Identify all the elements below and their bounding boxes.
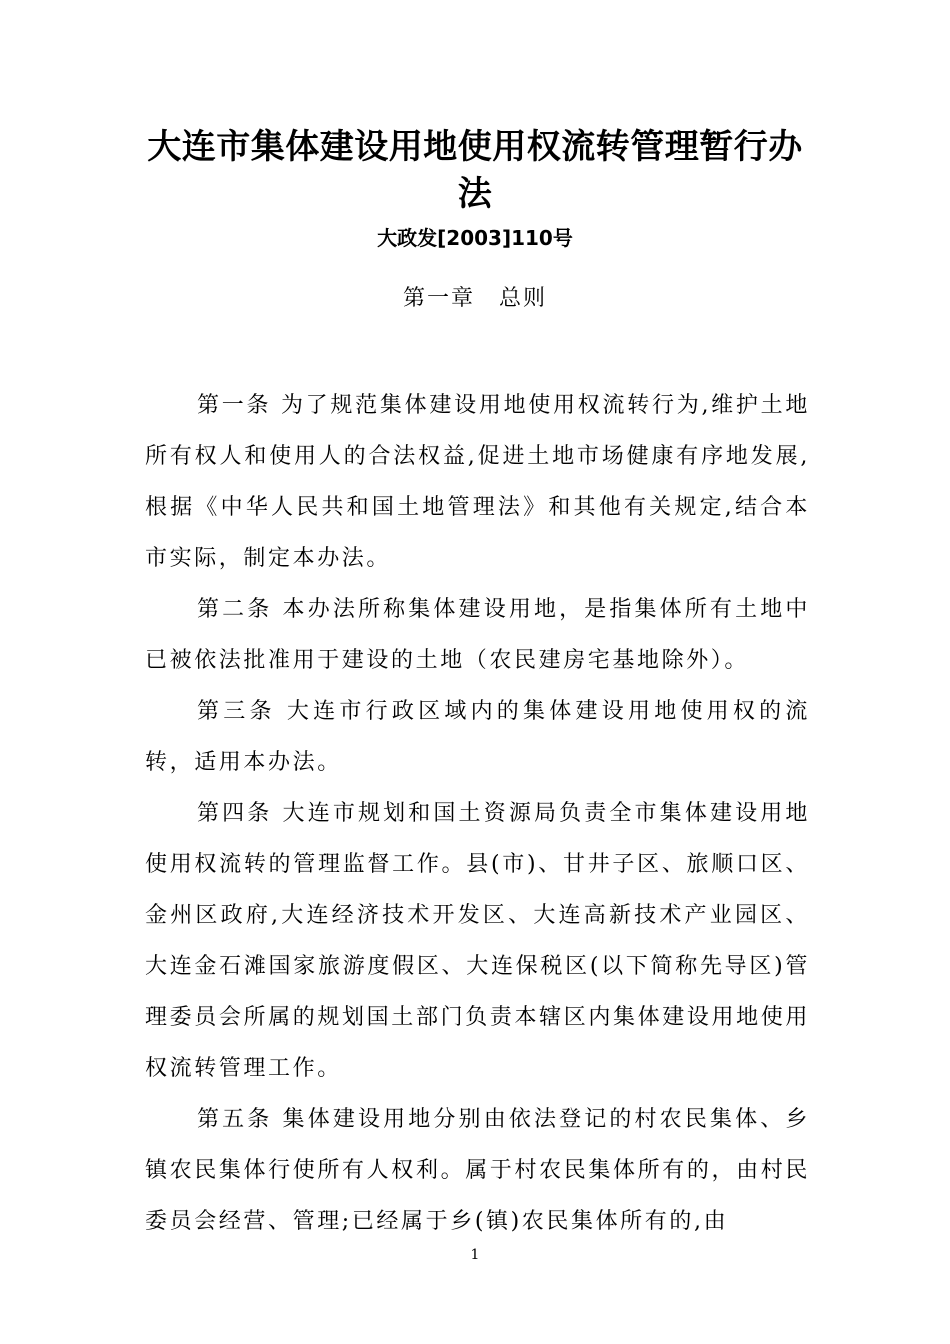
chapter-heading: 第一章 总则 [402,286,547,311]
document-body [145,380,810,1247]
article-5-paragraph: 第五条 集体建设用地分别由依法登记的村农民集体、乡镇农民集体行使所有人权利。属于村农民集体所有的，由村民委员会经营、管理;已经属于乡(镇)农民集体所有的,由 [145,1107,810,1234]
article-2-paragraph: 第二条 本办法所称集体建设用地，是指集体所有土地中已被依法批准用于建设的土地（农民建房宅基地除外）。 [145,597,810,673]
document-number: 大政发[2003]110号 [377,226,573,250]
article-4-paragraph: 第四条 大连市规划和国土资源局负责全市集体建设用地使用权流转的管理监督工作。县(市)、甘井子区、旅顺口区、金州区政府,大连经济技术开发区、大连高新技术产业园区、大连金石滩国家旅游度假区、大连保税区(以下简称先导区)管理委员会所属的规划国土部门负责本辖区内集体建设用地使用权流转管理工作。 [145,801,810,1081]
document-title: 大连市集体建设用地使用权流转管理暂行办法 [147,127,803,214]
page-number: 1 [470,1247,480,1263]
article-1-paragraph: 第一条 为了规范集体建设用地使用权流转行为,维护土地所有权人和使用人的合法权益,促进土地市场健康有序地发展,根据《中华人民共和国土地管理法》和其他有关规定,结合本市实际，制定本办法。 [145,393,810,571]
article-3-paragraph: 第三条 大连市行政区域内的集体建设用地使用权的流转，适用本办法。 [145,699,810,775]
